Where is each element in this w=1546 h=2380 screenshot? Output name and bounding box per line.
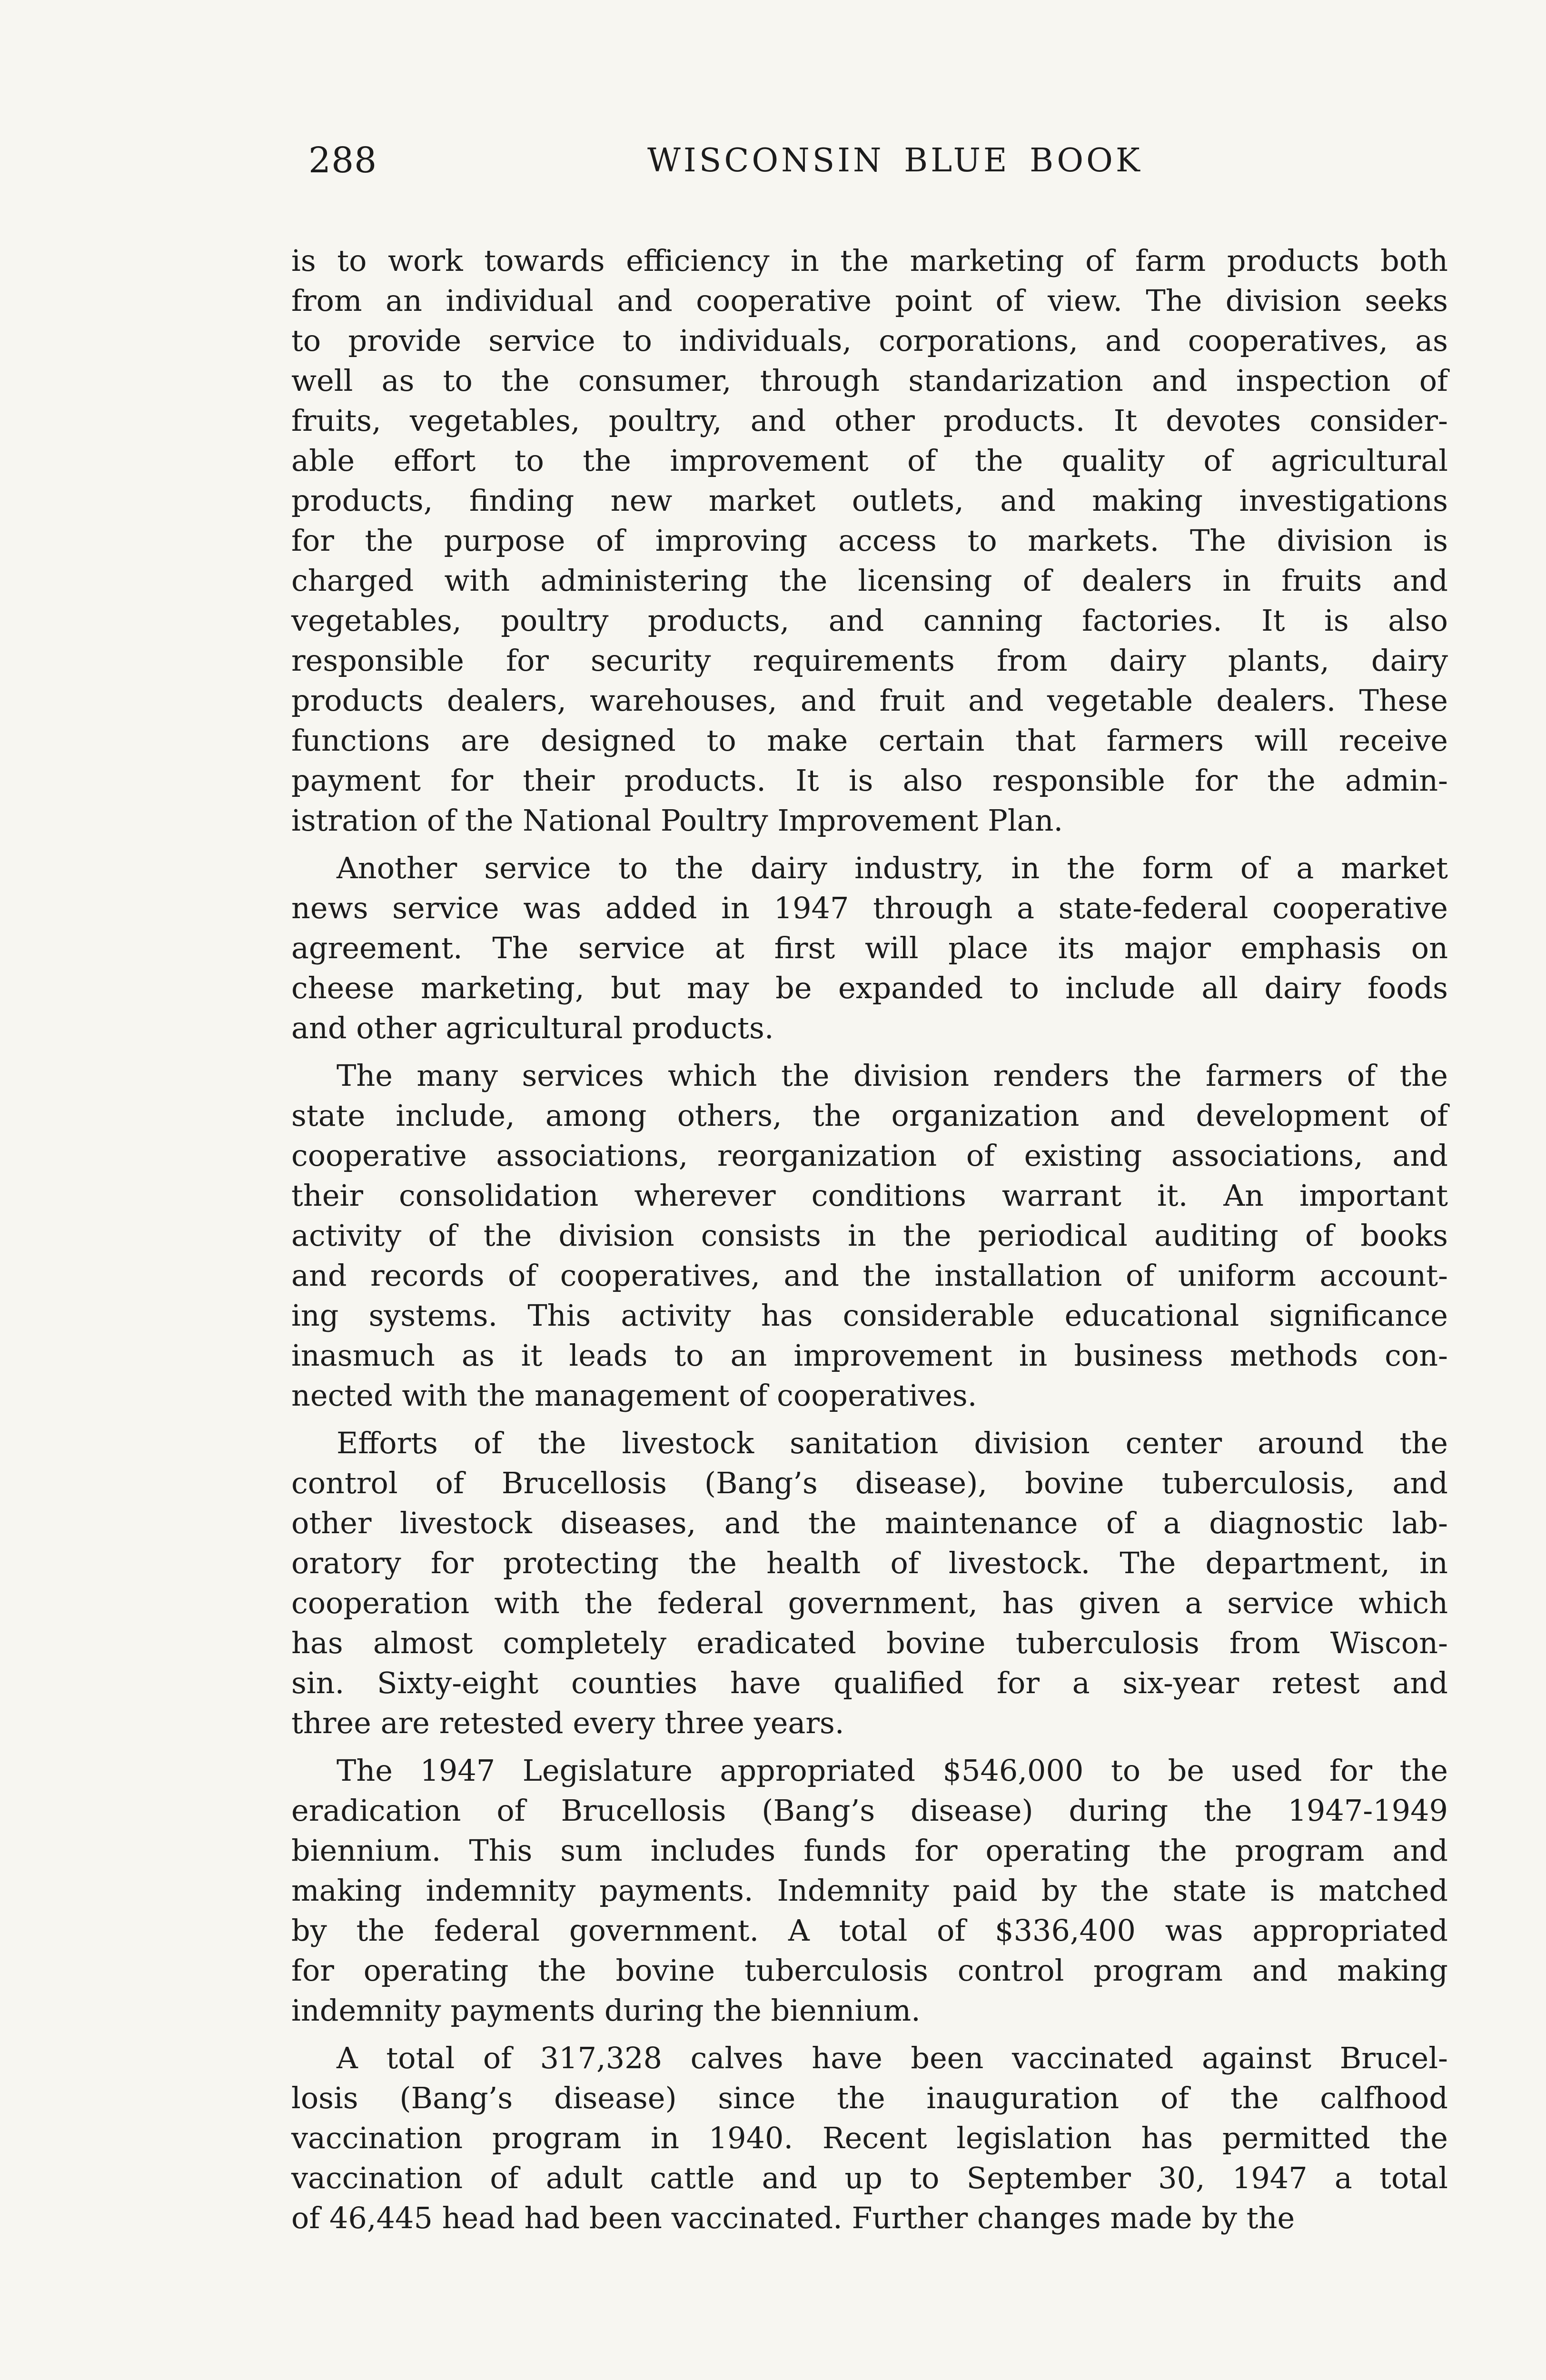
paragraph-gap: [291, 1743, 1448, 1751]
text-line: ing systems. This activity has considerable educational significance: [291, 1298, 1448, 1333]
text-line: fruits, vegetables, poultry, and other products. It devotes consider-: [291, 403, 1448, 438]
paragraph-gap: [291, 2031, 1448, 2038]
text-line: istration of the National Poultry Improvement Plan.: [291, 803, 1063, 838]
running-head: WISCONSIN BLUE BOOK: [647, 142, 1143, 179]
text-line: agreement. The service at first will place its major emphasis on: [291, 931, 1448, 965]
text-line: for the purpose of improving access to markets. The division is: [291, 523, 1448, 558]
paragraph: [291, 1423, 1448, 1743]
text-line: news service was added in 1947 through a state-federal cooperative: [291, 891, 1448, 925]
text-line: indemnity payments during the biennium.: [291, 1993, 921, 2028]
text-line: and other agricultural products.: [291, 1011, 774, 1045]
text-line: for operating the bovine tuberculosis control program and making: [291, 1953, 1448, 1988]
paragraph: [291, 2038, 1448, 2238]
text-line: A total of 317,328 calves have been vaccinated against Brucel-: [337, 2041, 1448, 2075]
paragraph: [291, 1056, 1448, 1416]
text-line: payment for their products. It is also responsible for the admin-: [291, 763, 1448, 798]
text-line: vaccination of adult cattle and up to September 30, 1947 a total: [291, 2161, 1448, 2195]
text-line: sin. Sixty-eight counties have qualified for a six-year retest and: [291, 1666, 1448, 1700]
paragraph-gap: [291, 1048, 1448, 1056]
text-line: control of Brucellosis (Bang’s disease), bovine tuberculosis, and: [291, 1466, 1448, 1500]
text-line: vegetables, poultry products, and canning factories. It is also: [291, 603, 1448, 638]
text-line: by the federal government. A total of $336,400 was appropriated: [291, 1913, 1448, 1948]
text-line: The many services which the division renders the farmers of the: [337, 1058, 1448, 1093]
text-line: well as to the consumer, through standarization and inspection of: [291, 363, 1448, 398]
paragraph: [291, 1751, 1448, 2031]
text-line: is to work towards efficiency in the marketing of farm products both: [291, 243, 1448, 278]
paragraph: [291, 848, 1448, 1048]
text-line: charged with administering the licensing of dealers in fruits and: [291, 563, 1448, 598]
text-line: able effort to the improvement of the quality of agricultural: [291, 443, 1448, 478]
text-line: products, finding new market outlets, and making investigations: [291, 483, 1448, 518]
text-line: eradication of Brucellosis (Bang’s disease) during the 1947-1949: [291, 1793, 1448, 1828]
text-line: of 46,445 head had been vaccinated. Further changes made by the: [291, 2201, 1295, 2235]
text-line: activity of the division consists in the periodical auditing of books: [291, 1218, 1448, 1253]
text-line: making indemnity payments. Indemnity paid by the state is matched: [291, 1873, 1448, 1908]
paragraph-gap: [291, 1416, 1448, 1423]
text-line: nected with the management of cooperatives.: [291, 1378, 977, 1413]
text-line: other livestock diseases, and the maintenance of a diagnostic lab-: [291, 1506, 1448, 1540]
text-line: Another service to the dairy industry, in the form of a market: [337, 851, 1448, 885]
text-line: cooperation with the federal government, has given a service which: [291, 1586, 1448, 1620]
text-line: from an individual and cooperative point of view. The division seeks: [291, 283, 1448, 318]
text-line: vaccination program in 1940. Recent legislation has permitted the: [291, 2121, 1448, 2155]
text-line: inasmuch as it leads to an improvement in business methods con-: [291, 1338, 1448, 1373]
text-line: has almost completely eradicated bovine tuberculosis from Wiscon-: [291, 1626, 1448, 1660]
text-line: The 1947 Legislature appropriated $546,000 to be used for the: [337, 1753, 1448, 1788]
paragraph-gap: [291, 841, 1448, 848]
text-line: to provide service to individuals, corporations, and cooperatives, as: [291, 323, 1448, 358]
text-line: cooperative associations, reorganization of existing associations, and: [291, 1138, 1448, 1173]
text-line: state include, among others, the organization and development of: [291, 1098, 1448, 1133]
text-line: products dealers, warehouses, and fruit and vegetable dealers. These: [291, 683, 1448, 718]
text-line: Efforts of the livestock sanitation division center around the: [337, 1426, 1448, 1460]
text-line: biennium. This sum includes funds for operating the program and: [291, 1833, 1448, 1868]
text-line: three are retested every three years.: [291, 1706, 844, 1740]
text-line: and records of cooperatives, and the installation of uniform account-: [291, 1258, 1448, 1293]
text-line: oratory for protecting the health of livestock. The department, in: [291, 1546, 1448, 1580]
body-text: [291, 241, 1448, 2238]
text-line: their consolidation wherever conditions warrant it. An important: [291, 1178, 1448, 1213]
text-line: responsible for security requirements from dairy plants, dairy: [291, 643, 1448, 678]
text-line: cheese marketing, but may be expanded to include all dairy foods: [291, 971, 1448, 1005]
page-number: 288: [308, 140, 377, 181]
text-line: losis (Bang’s disease) since the inauguration of the calfhood: [291, 2081, 1448, 2115]
paragraph: [291, 241, 1448, 841]
text-line: functions are designed to make certain that farmers will receive: [291, 723, 1448, 758]
